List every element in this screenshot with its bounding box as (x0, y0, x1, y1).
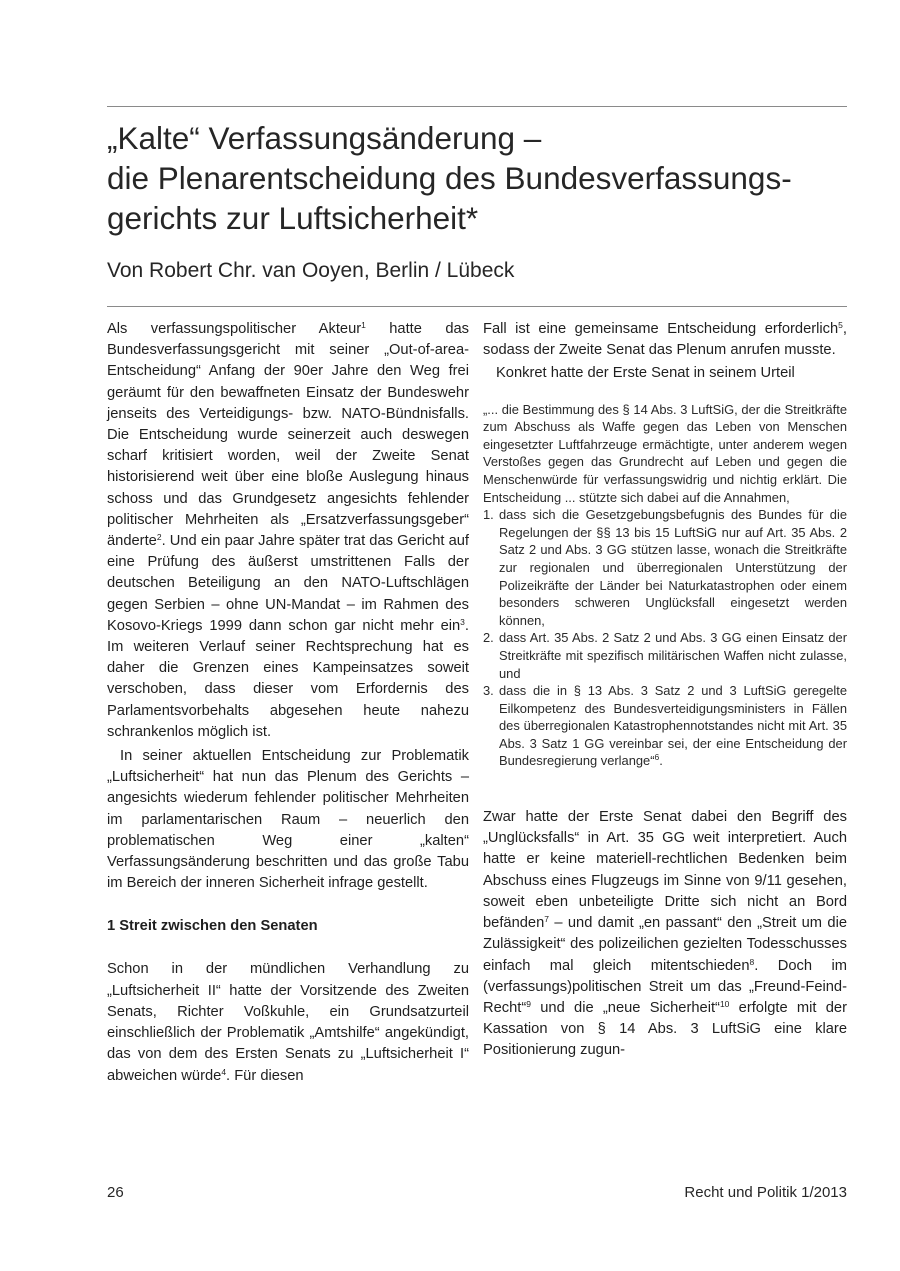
title-line: gerichts zur Luftsicherheit* (107, 200, 479, 236)
footnote-ref: 9 (526, 998, 531, 1009)
quote-list-item: 2. dass Art. 35 Abs. 2 Satz 2 und Abs. 3 GG einen Einsatz der Streitkräfte mit spezifisch militärischen Waffen nicht zulasse, und (483, 630, 847, 681)
quote-list-item: 3. dass die in § 13 Abs. 3 Satz 2 und 3 LuftSiG geregelte Eilkompetenz des Bundesverteidigungsministers in Fällen des überregionalen Katastrophennotstandes nicht mit Art. 35 Abs. 3 Satz 1 GG vereinbar sei, der eine Entscheidung der Bundesregierung verlange“$^6$. (483, 683, 847, 769)
quote-list-item: 1. dass sich die Gesetzgebungsbefugnis des Bundes für die Regelungen der §§ 13 bis 15 LuftSiG nur auf Art. 35 Abs. 2 Satz 2 und Abs. 3 GG stützen lasse, wonach die Streitkräfte zur regionalen und überregionalen Unterstützung der Polizeikräfte der Länder bei Naturkatastrophen oder einem besonders schweren Unglücksfall eingesetzt werden können, (483, 507, 847, 628)
body-paragraph: Zwar hatte der Erste Senat dabei den Begriff des „Unglücksfalls“ in Art. 35 GG weit interpretiert. Auch hatte er keine materiell-rechtlichen Bedenken beim Abschuss eines Flugzeugs im Sinne von 9/11 gesehen, soweit eben unbeteiligte Dritte sich nicht an Bord befänden$^7$ – und damit „en passant“ den „Streit um die Zulässigkeit“ des polizeilichen gezielten Todesschusses einfach mal gleich mitentschieden$^8$. Doch im (verfassungs)politischen Streit um das „Freund-Feind-Recht“$^9$ und die „neue Sicherheit“$^{10}$ erfolgte mit der Kassation von § 14 Abs. 3 LuftSiG eine klare Positionierung zugun- (483, 809, 847, 1059)
right-column (483, 319, 847, 1062)
section-heading: 1 Streit zwischen den Senaten (107, 918, 318, 935)
page-number: 26 (107, 1184, 124, 1201)
footnote-ref: 4 (221, 1066, 227, 1077)
body-paragraph: Konkret hatte der Erste Senat in seinem Urteil (496, 365, 795, 382)
body-paragraph: Schon in der mündlichen Verhandlung zu „Luftsicherheit II“ hatte der Vorsitzende des Zweiten Senats, Richter Voßkuhle, ein Grundsatzurteil einschließlich der Problematik „Amtshilfe“ angekündigt, das von dem des Ersten Senats zu „Luftsicherheit I“ abweichen würde$^4$. Für diesen (107, 961, 469, 1084)
footnote-ref: 6 (654, 752, 660, 763)
footnote-ref: 10 (719, 998, 730, 1009)
article-title (107, 118, 847, 238)
footnote-ref: 3 (460, 616, 465, 627)
title-line: die Plenarentscheidung des Bundesverfassungs- (107, 160, 792, 196)
journal-footer: Recht und Politik 1/2013 (684, 1184, 847, 1201)
footnote-ref: 8 (749, 956, 755, 967)
body-paragraph: Als verfassungspolitischer Akteur$^1$ hatte das Bundesverfassungsgericht mit seiner „Out-of-area-Entscheidung“ Anfang der 90er Jahre den Weg frei geräumt für den bewaffneten Einsatz der Bundeswehr jenseits des Verteidigungs- bzw. NATO-Bündnisfalls. Die Entscheidung wurde seinerzeit auch deswegen scharf kritisiert worden, weil der Zweite Senat historisierend weit über eine bloße Auslegung hinaus schoss und das Grundgesetz angesichts fehlender politischer Mehrheiten als „Ersatzverfassungsgeber“ änderte$^2$. Und ein paar Jahre später trat das Gericht auf eine Prüfung des äußerst umstrittenen Falls der deutschen Beteiligung an den NATO-Luftschlägen gegen Serbien – ohne UN-Mandat – im Rahmen des Kosovo-Kriegs 1999 dann schon gar nicht mehr ein$^3$. Im weiteren Verlauf seiner Rechtsprechung hat es daher die Grenzen eines Kampeinsatzes soweit verschoben, dass dieser vom Erfordernis des Parlamentsvorbehalts abgesehen heute nahezu schrankenlos möglich ist. (107, 320, 470, 740)
body-paragraph: In seiner aktuellen Entscheidung zur Problematik „Luftsicherheit“ hat nun das Plenum des Gerichts – angesichts wiederum fehlender politischer Mehrheiten im parlamentarischen Raum – neuerlich den problematischen Weg einer „kalten“ Verfassungsänderung beschritten und das große Tabu im Bereich der inneren Sicherheit infrage gestellt. (107, 748, 469, 892)
footnote-ref: 7 (544, 914, 549, 925)
block-quote (483, 401, 847, 770)
author-line: Von Robert Chr. van Ooyen, Berlin / Lübeck (107, 259, 515, 282)
footnote-ref: 5 (838, 320, 843, 330)
top-divider (107, 106, 847, 107)
title-line: „Kalte“ Verfassungsänderung – (107, 120, 542, 156)
quote-intro: „... die Bestimmung des § 14 Abs. 3 LuftSiG, der die Streitkräfte zum Abschuss als Waffe gegen das Leben von Menschen eingesetzter Luftfahrzeuge ermächtigte, unter anderem wegen Verstoßes gegen das Grundrecht auf Leben und gegen die Menschenwürde für verfassungswidrig und nichtig erklärt. Die Entscheidung ... stützte sich dabei auf die Annahmen, (483, 401, 847, 505)
quote-list (483, 506, 847, 770)
footnote-ref: 1 (361, 320, 366, 330)
footnote-ref: 2 (156, 532, 162, 543)
header-divider (107, 306, 847, 307)
body-paragraph: Fall ist eine gemeinsame Entscheidung erforderlich$^5$, sodass der Zweite Senat das Plenum anrufen musste. (483, 320, 847, 359)
left-column (107, 319, 469, 1087)
